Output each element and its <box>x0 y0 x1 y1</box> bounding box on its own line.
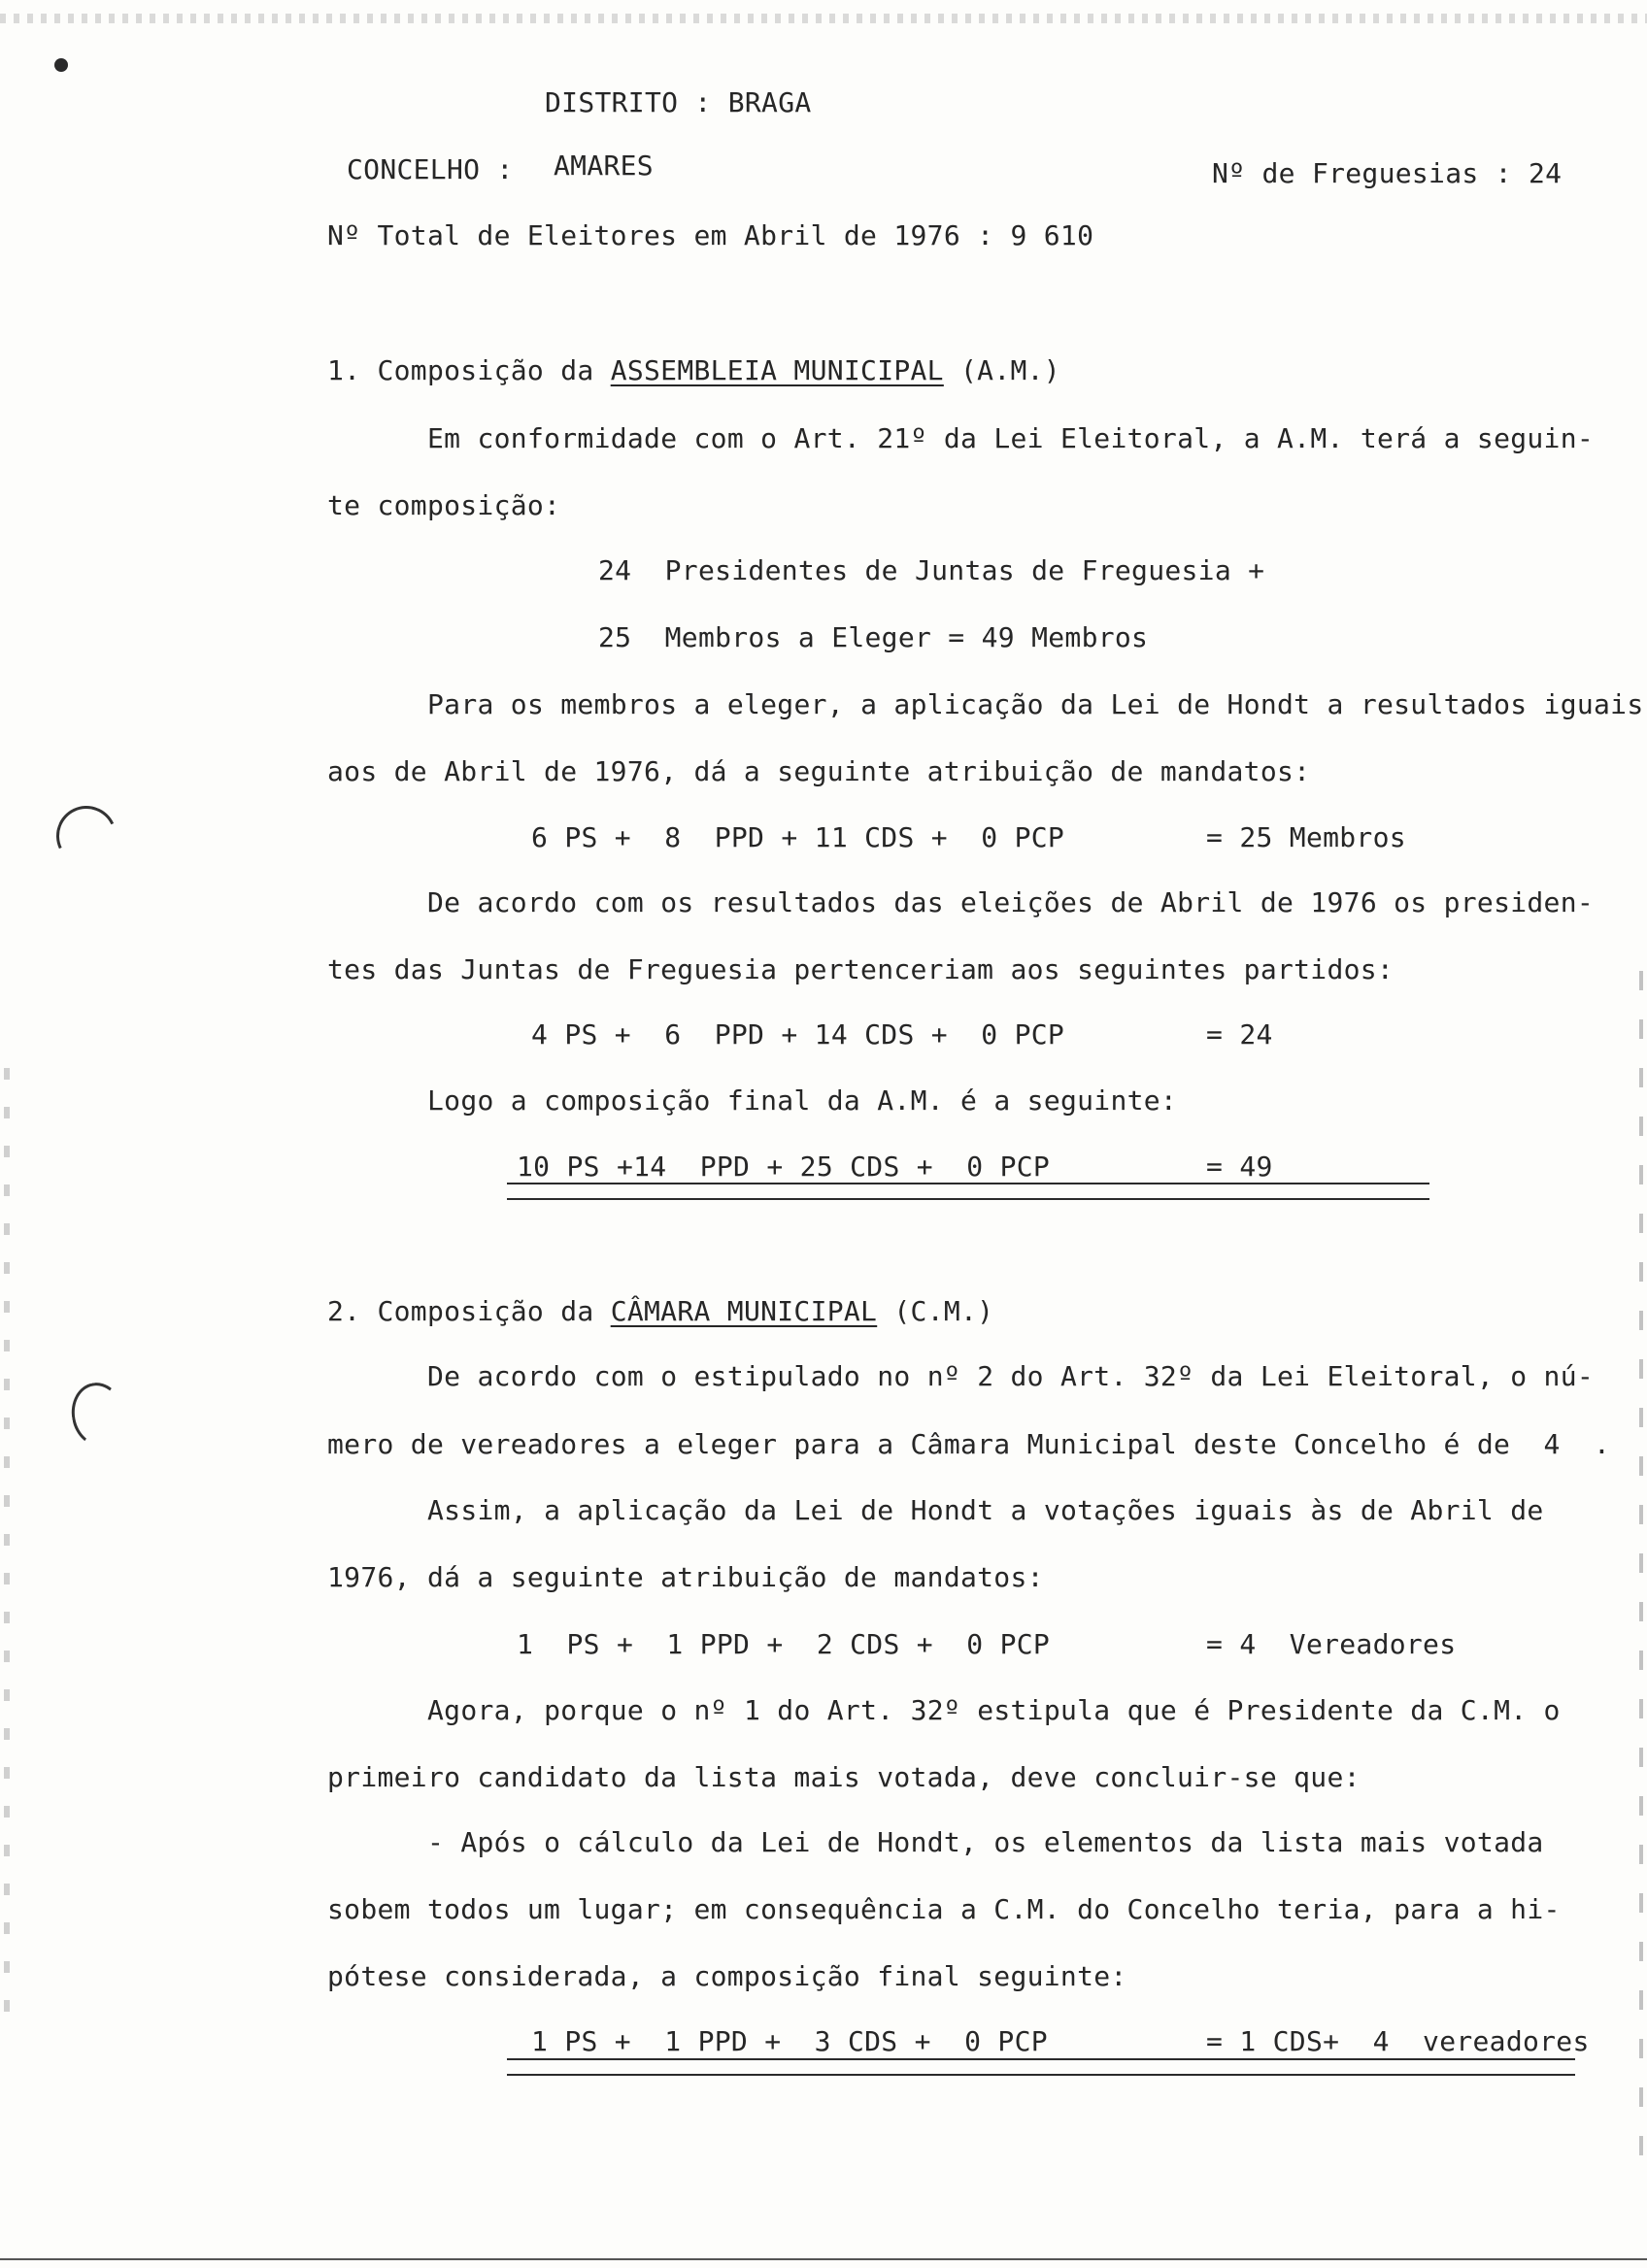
s1-para2-line1: Para os membros a eleger, a aplicação da Lei de Hondt a resultados iguais <box>427 688 1644 720</box>
section2-title-suffix: (C.M.) <box>877 1295 994 1327</box>
section2-title-prefix: 2. Composição da <box>327 1295 611 1327</box>
s2-allocation-parties: 1 PS + 1 PPD + 2 CDS + 0 PCP <box>517 1628 1051 1660</box>
s2-final-parties: 1 PS + 1 PPD + 3 CDS + 0 PCP <box>531 2025 1048 2057</box>
s1-allocation1-total: = 25 Membros <box>1206 821 1406 853</box>
district-heading: DISTRITO : BRAGA <box>545 86 812 118</box>
s1-final-double-underline <box>507 1198 1429 1200</box>
section1-title-prefix: 1. Composição da <box>327 354 611 386</box>
s1-final-total: = 49 <box>1206 1151 1273 1183</box>
s2-para4-line2: sobem todos um lugar; em consequência a C.M. do Concelho teria, para a hi- <box>327 1893 1561 1925</box>
section1-title <box>327 353 1060 388</box>
s2-final-underline <box>507 2058 1575 2060</box>
binder-hole-mark <box>48 797 124 874</box>
s1-para3-line2: tes das Juntas de Freguesia pertenceriam aos seguintes partidos: <box>327 953 1395 985</box>
s1-composition-line1: 24 Presidentes de Juntas de Freguesia + <box>598 554 1265 586</box>
s2-final-double-underline <box>507 2074 1575 2076</box>
s1-para4: Logo a composição final da A.M. é a seguinte: <box>427 1084 1178 1117</box>
s1-allocation2-parties: 4 PS + 6 PPD + 14 CDS + 0 PCP <box>531 1018 1065 1051</box>
s2-allocation-total: = 4 Vereadores <box>1206 1628 1457 1660</box>
freguesias-count: Nº de Freguesias : 24 <box>1212 157 1563 189</box>
page-bottom-edge <box>0 2258 1647 2260</box>
s1-para1-line1: Em conformidade com o Art. 21º da Lei Eleitoral, a A.M. terá a seguin- <box>427 422 1595 454</box>
total-electors: Nº Total de Eleitores em Abril de 1976 : 9 610 <box>327 219 1094 251</box>
section2-title-underlined: CÂMARA MUNICIPAL <box>610 1295 878 1327</box>
concelho-value: AMARES <box>554 150 654 182</box>
scan-artifact-top <box>0 14 1647 23</box>
punch-dot <box>54 58 68 72</box>
s2-para1-line1: De acordo com o estipulado no nº 2 do Art. 32º da Lei Eleitoral, o nú- <box>427 1360 1595 1392</box>
s2-para4-line3: pótese considerada, a composição final seguinte: <box>327 1960 1127 1992</box>
s2-para2-line2: 1976, dá a seguinte atribuição de mandatos: <box>327 1561 1044 1593</box>
s2-para3-line2: primeiro candidato da lista mais votada, deve concluir-se que: <box>327 1761 1361 1793</box>
s1-final-parties: 10 PS +14 PPD + 25 CDS + 0 PCP <box>517 1151 1051 1183</box>
s1-allocation2-total: = 24 <box>1206 1018 1273 1051</box>
binder-hole-mark <box>67 1379 130 1451</box>
s1-para2-line2: aos de Abril de 1976, dá a seguinte atribuição de mandatos: <box>327 755 1311 787</box>
scan-artifact-right <box>1639 971 1643 2185</box>
section2-title <box>327 1294 993 1329</box>
s1-final-underline <box>507 1183 1429 1184</box>
s1-para3-line1: De acordo com os resultados das eleições de Abril de 1976 os presiden- <box>427 886 1595 918</box>
s2-para3-line1: Agora, porque o nº 1 do Art. 32º estipula que é Presidente da C.M. o <box>427 1694 1561 1726</box>
s1-composition-line2: 25 Membros a Eleger = 49 Membros <box>598 621 1149 653</box>
s2-para1-line2: mero de vereadores a eleger para a Câmara Municipal deste Concelho é de 4 . <box>327 1428 1611 1460</box>
s1-para1-line2: te composição: <box>327 489 561 521</box>
section1-title-suffix: (A.M.) <box>943 354 1060 386</box>
scan-artifact-left <box>4 1068 10 2039</box>
concelho-label: CONCELHO : <box>347 153 514 185</box>
s1-allocation1-parties: 6 PS + 8 PPD + 11 CDS + 0 PCP <box>531 821 1065 853</box>
section1-title-underlined: ASSEMBLEIA MUNICIPAL <box>610 354 944 386</box>
s2-para2-line1: Assim, a aplicação da Lei de Hondt a votações iguais às de Abril de <box>427 1494 1544 1526</box>
s2-final-total: = 1 CDS+ 4 vereadores <box>1206 2025 1590 2057</box>
s2-para4-line1: - Após o cálculo da Lei de Hondt, os elementos da lista mais votada <box>427 1826 1544 1858</box>
